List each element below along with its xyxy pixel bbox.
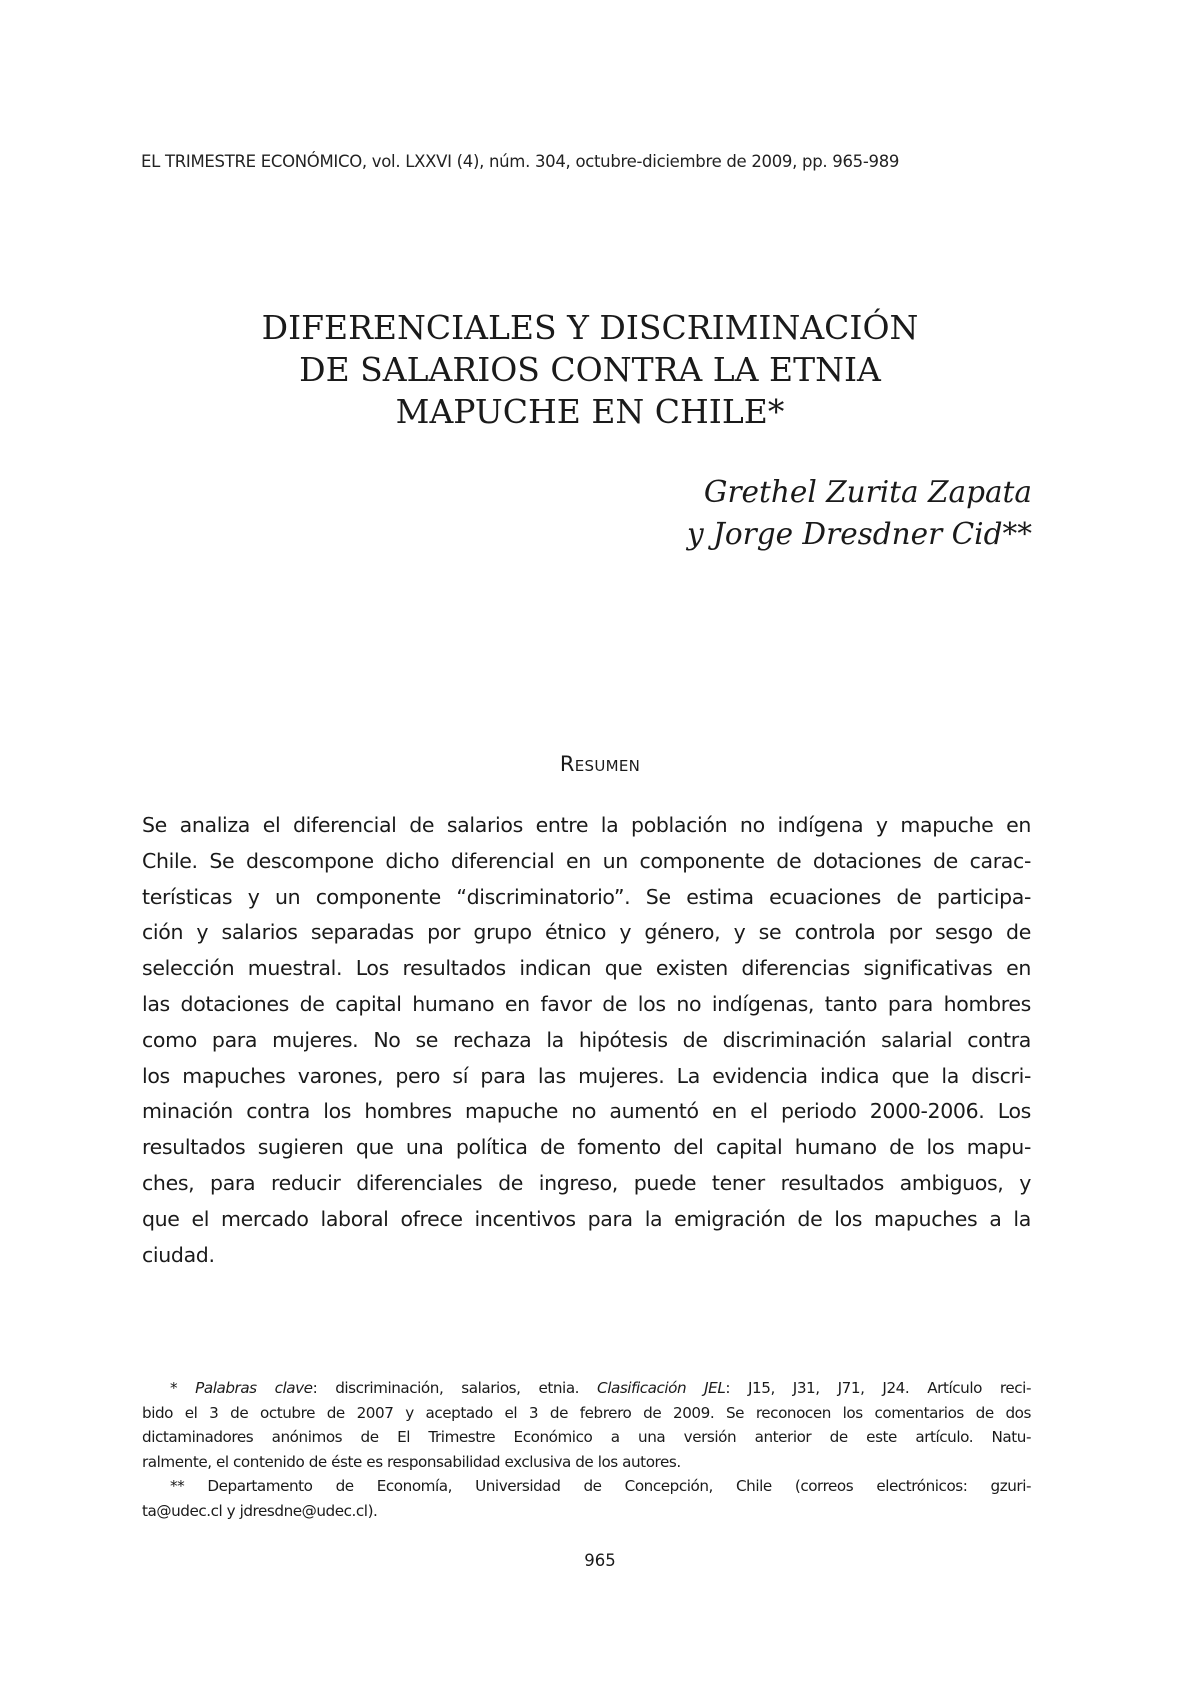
jel-label: Clasificación JEL: [597, 1379, 726, 1397]
footnote-2-line: ** Departamento de Economía, Universidad de Concepción, Chile (correos electrónicos: gzuri-: [170, 1477, 1031, 1496]
footnote-1-line: dictaminadores anónimos de El Trimestre Económico a una versión anterior de este artículo. Natu-: [142, 1428, 1031, 1447]
abstract-line: Se analiza el diferencial de salarios entre la población no indígena y mapuche en: [142, 813, 1031, 837]
keywords-label: Palabras clave: [195, 1379, 313, 1397]
running-head: EL TRIMESTRE ECONÓMICO, vol. LXXVI (4), núm. 304, octubre-diciembre de 2009, pp. 965-989: [141, 152, 900, 171]
article-title: [180, 307, 1000, 433]
footnote-marker: *: [170, 1379, 178, 1397]
footnote-1-line: ralmente, el contenido de éste es responsabilidad exclusiva de los autores.: [142, 1452, 681, 1471]
title-line: DE SALARIOS CONTRA LA ETNIA: [299, 350, 881, 389]
jel-codes: : J15, J31, J71, J24. Artículo reci-: [725, 1379, 1031, 1397]
footnote-2-line: ta@udec.cl y jdresdne@udec.cl).: [142, 1501, 378, 1520]
title-line: DIFERENCIALES Y DISCRIMINACIÓN: [261, 308, 919, 347]
keywords-text: : discriminación, salarios, etnia.: [312, 1379, 598, 1397]
abstract-line: las dotaciones de capital humano en favor de los no indígenas, tanto para hombres: [142, 991, 1031, 1016]
abstract-heading: Resumen: [559, 752, 641, 776]
abstract-line: minación contra los hombres mapuche no aumentó en el periodo 2000-2006. Los: [142, 1099, 1031, 1124]
abstract-line: Chile. Se descompone dicho diferencial en un componente de dotaciones de carac-: [142, 848, 1031, 873]
author-block: [432, 471, 1032, 555]
abstract-line: ciudad.: [142, 1242, 215, 1267]
footnote-1-line: bido el 3 de octubre de 2007 y aceptado el 3 de febrero de 2009. Se reconocen los comentarios de dos: [142, 1403, 1031, 1422]
abstract-line: los mapuches varones, pero sí para las mujeres. La evidencia indica que la discri-: [142, 1063, 1031, 1088]
author-line: Grethel Zurita Zapata: [703, 475, 1032, 509]
page-number: 965: [584, 1551, 616, 1570]
footnote-1-line: [142, 1376, 1031, 1401]
author-line: y Jorge Dresdner Cid**: [686, 517, 1032, 551]
abstract-line: ches, para reducir diferenciales de ingreso, puede tener resultados ambiguos, y: [142, 1170, 1031, 1195]
abstract-line: selección muestral. Los resultados indican que existen diferencias significativas en: [142, 956, 1031, 981]
abstract-line: como para mujeres. No se rechaza la hipótesis de discriminación salarial contra: [142, 1027, 1031, 1052]
footnotes: [142, 1376, 1031, 1524]
abstract-line: que el mercado laboral ofrece incentivos para la emigración de los mapuches a la: [142, 1206, 1031, 1231]
abstract-line: resultados sugieren que una política de fomento del capital humano de los mapu-: [142, 1135, 1031, 1160]
title-line: MAPUCHE EN CHILE*: [395, 392, 785, 431]
abstract-line: ción y salarios separadas por grupo étnico y género, y se controla por sesgo de: [142, 920, 1031, 945]
abstract-body: [142, 808, 1031, 1273]
abstract-line: terísticas y un componente “discriminatorio”. Se estima ecuaciones de participa-: [142, 884, 1031, 909]
